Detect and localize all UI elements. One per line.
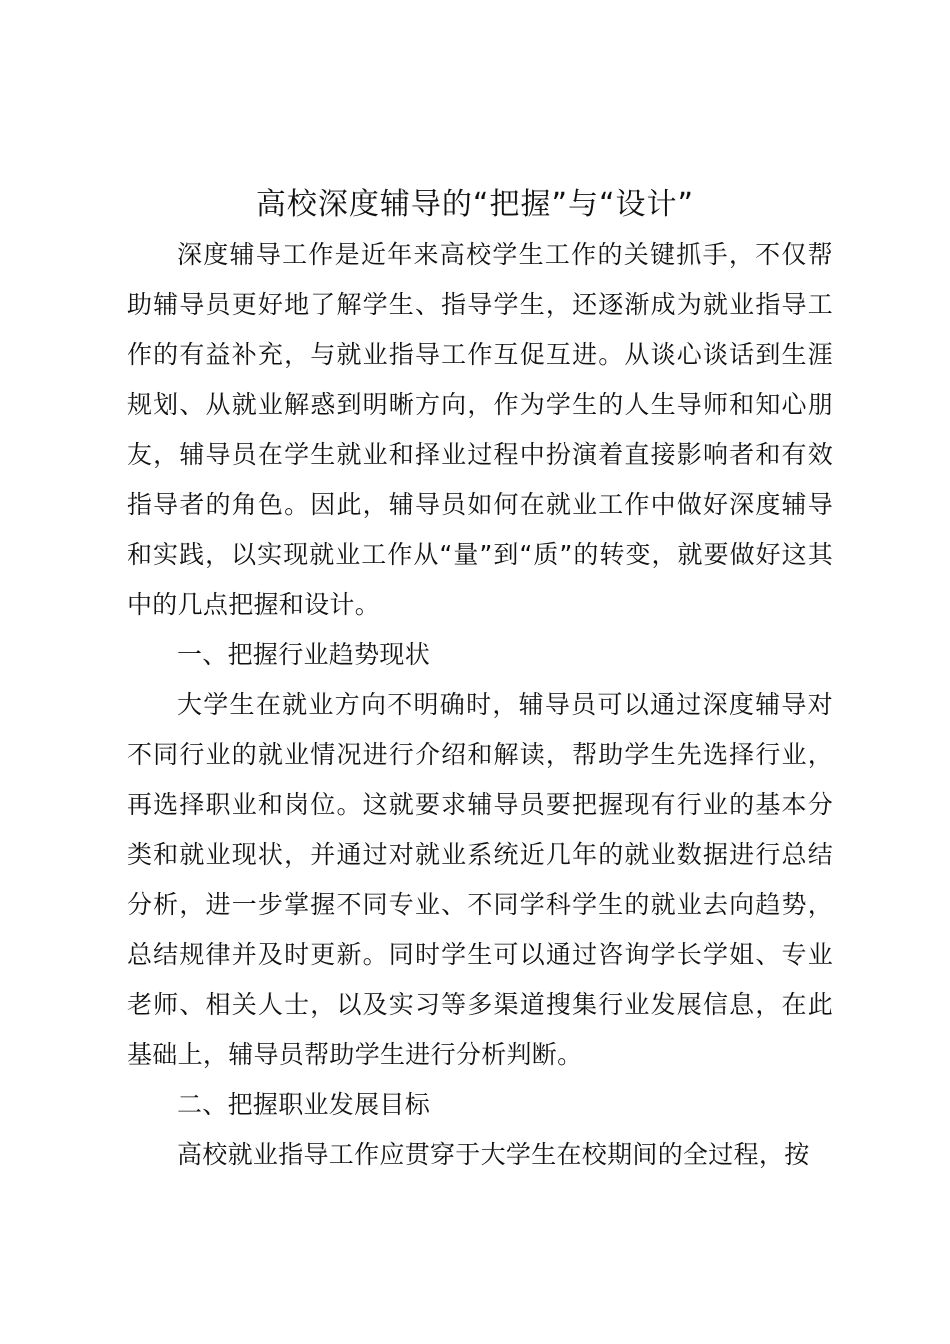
document-title: 高校深度辅导的“把握”与“设计” [255, 187, 695, 222]
document-body [127, 230, 833, 1180]
section-2-paragraph: 高校就业指导工作应贯穿于大学生在校期间的全过程，按 [177, 1140, 810, 1169]
section-heading-2: 二、把握职业发展目标 [177, 1090, 431, 1119]
section-heading-1: 一、把握行业趋势现状 [177, 640, 431, 669]
intro-paragraph: 深度辅导工作是近年来高校学生工作的关键抓手，不仅帮助辅导员更好地了解学生、指导学生，还逐渐成为就业指导工作的有益补充，与就业指导工作互促互进。从谈心谈话到生涯规划、从就业解惑到明晰方向，作为学生的人生导师和知心朋友，辅导员在学生就业和择业过程中扮演着直接影响者和有效指导者的角色。因此，辅导员如何在就业工作中做好深度辅导和实践，以实现就业工作从“量”到“质”的转变，就要做好这其中的几点把握和设计。 [127, 240, 833, 619]
section-1-paragraph: 大学生在就业方向不明确时，辅导员可以通过深度辅导对不同行业的就业情况进行介绍和解读，帮助学生先选择行业，再选择职业和岗位。这就要求辅导员要把握现有行业的基本分类和就业现状，并通过对就业系统近几年的就业数据进行总结分析，进一步掌握不同专业、不同学科学生的就业去向趋势，总结规律并及时更新。同时学生可以通过咨询学长学姐、专业老师、相关人士，以及实习等多渠道搜集行业发展信息，在此基础上，辅导员帮助学生进行分析判断。 [127, 690, 833, 1069]
